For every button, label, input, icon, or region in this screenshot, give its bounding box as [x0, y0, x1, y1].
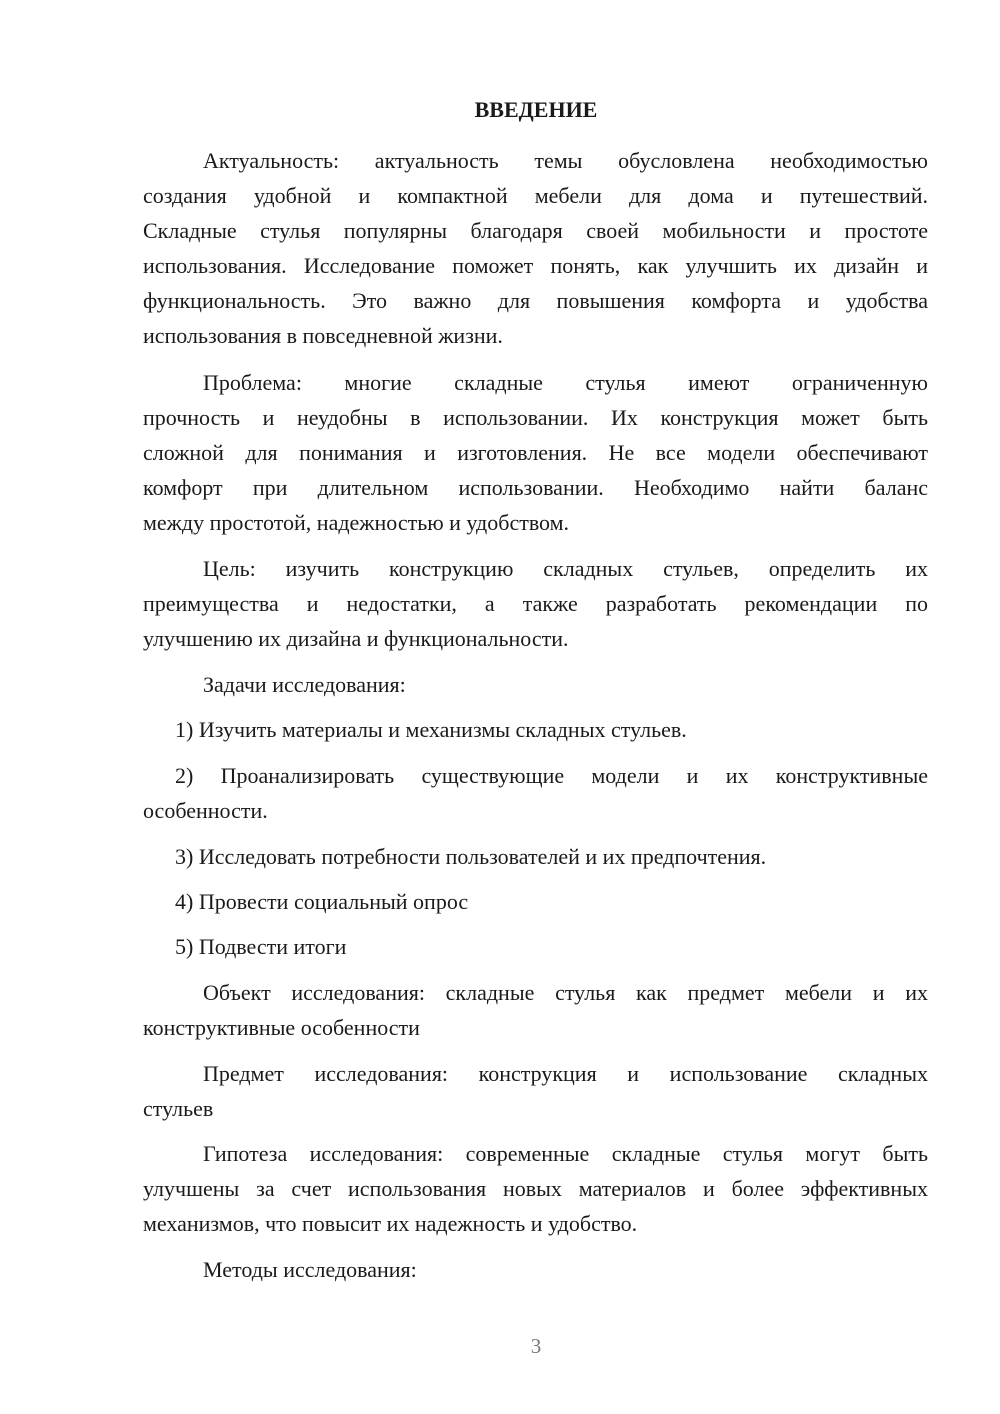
paragraph [143, 365, 928, 540]
text-line: 5) Подвести итоги [175, 933, 347, 959]
task-list-item [143, 884, 928, 919]
paragraph [143, 551, 928, 656]
text-line: 4) Провести социальный опрос [175, 888, 469, 914]
text-line: Предмет исследования: конструкция и использование складных [203, 1060, 928, 1086]
task-list-item [143, 839, 928, 874]
task-list-item [143, 929, 928, 964]
text-line: создания удобной и компактной мебели для дома и путешествий. [143, 182, 928, 208]
text-line: Актуальность: актуальность темы обусловлена необходимостью [203, 147, 928, 173]
paragraph [143, 1056, 928, 1126]
text-line: конструктивные особенности [143, 1014, 420, 1040]
text-line: 3) Исследовать потребности пользователей и их предпочтения. [175, 843, 767, 869]
section-title: ВВЕДЕНИЕ [474, 97, 598, 122]
paragraph [143, 1136, 928, 1241]
text-line: Складные стулья популярны благодаря своей мобильности и простоте [143, 217, 928, 243]
text-line: прочность и неудобны в использовании. Их конструкция может быть [143, 404, 928, 430]
text-line: особенности. [143, 797, 268, 823]
text-line: 2) Проанализировать существующие модели и их конструктивные [175, 762, 928, 788]
text-line: механизмов, что повысит их надежность и удобство. [143, 1210, 638, 1236]
task-list-item [143, 758, 928, 828]
text-line: использования в повседневной жизни. [143, 322, 503, 348]
text-line: использования. Исследование поможет понять, как улучшить их дизайн и [143, 252, 928, 278]
text-line: преимущества и недостатки, а также разработать рекомендации по [143, 590, 928, 616]
paragraph [143, 975, 928, 1045]
text-line: Гипотеза исследования: современные складные стулья могут быть [203, 1140, 928, 1166]
text-line: Методы исследования: [203, 1256, 417, 1282]
paragraph [143, 143, 928, 353]
text-line: 1) Изучить материалы и механизмы складных стульев. [175, 716, 687, 742]
text-line: сложной для понимания и изготовления. Не все модели обеспечивают [143, 439, 928, 465]
text-line: между простотой, надежностью и удобством. [143, 509, 570, 535]
text-line: Объект исследования: складные стулья как предмет мебели и их [203, 979, 928, 1005]
text-line: стульев [143, 1095, 214, 1121]
task-list-item [143, 712, 928, 747]
paragraph [143, 1252, 928, 1287]
paragraph [143, 667, 928, 702]
text-line: комфорт при длительном использовании. Необходимо найти баланс [143, 474, 928, 500]
text-line: улучшению их дизайна и функциональности. [143, 625, 569, 651]
text-line: Задачи исследования: [203, 671, 406, 697]
text-line: Цель: изучить конструкцию складных стульев, определить их [203, 555, 928, 581]
text-line: Проблема: многие складные стулья имеют ограниченную [203, 369, 928, 395]
text-line: улучшены за счет использования новых материалов и более эффективных [143, 1175, 928, 1201]
text-line: функциональность. Это важно для повышения комфорта и удобства [143, 287, 928, 313]
page-number: 3 [530, 1334, 542, 1358]
